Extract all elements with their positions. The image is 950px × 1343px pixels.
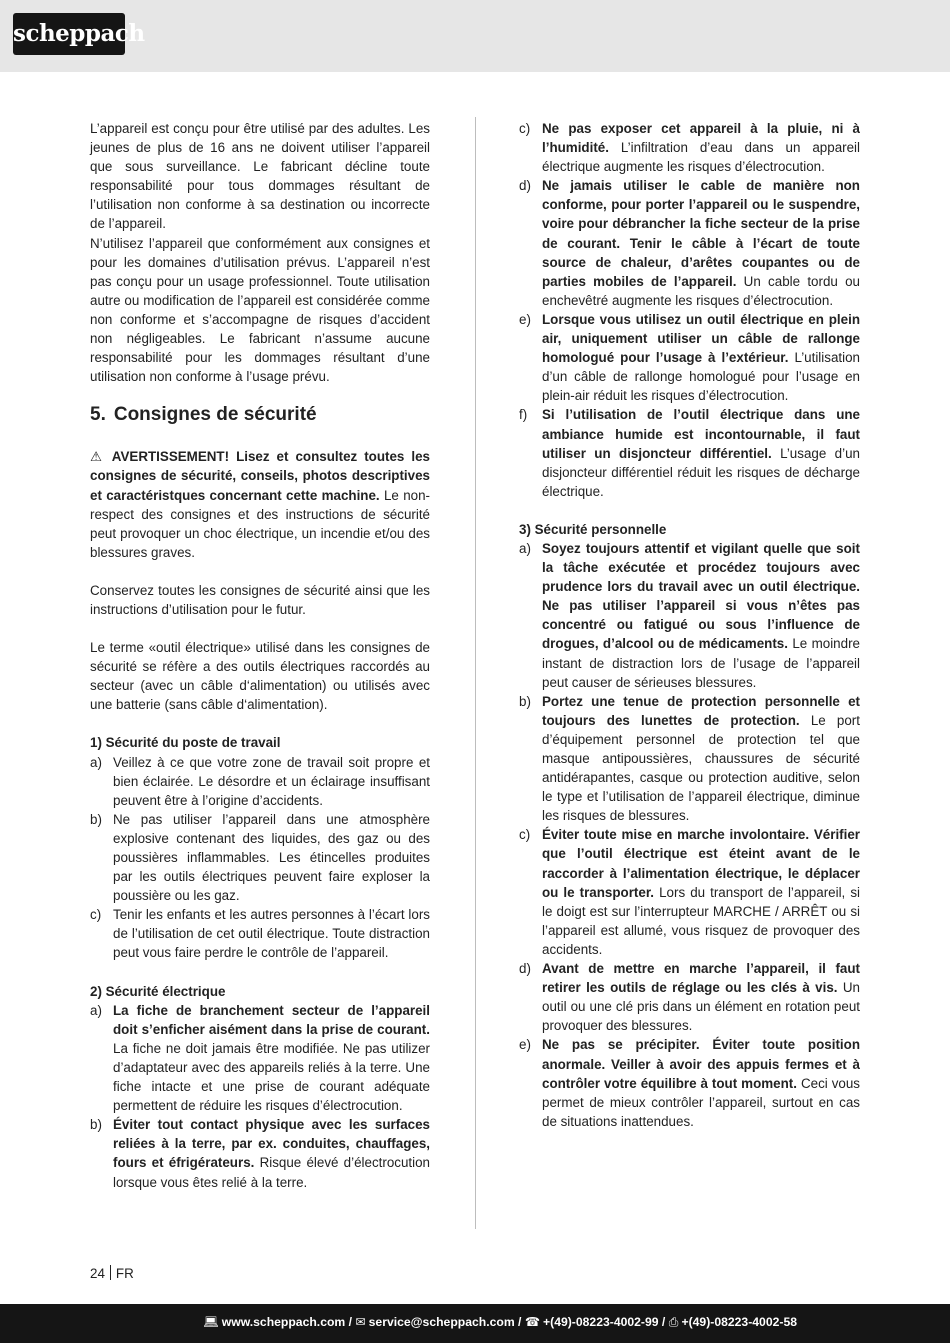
list-item-bold: Soyez toujours attentif et vigilant quelle que soit la tâche exécutée et procédez toujours avec prudence lors du travail avec un outil électrique. Ne pas utiliser l’appareil si vous n’êtes pas concentré ou fatigué ou sous l’influence de drogues, d’alcool ou de médicaments. — [542, 540, 860, 652]
list-item-text — [542, 1035, 860, 1130]
list-item-text — [542, 539, 860, 692]
list-item-label: b) — [519, 693, 531, 709]
email-link[interactable]: service@scheppach.com / — [368, 1315, 522, 1329]
list-item-bold: Ne jamais utiliser le cable de manière non conforme, pour porter l’appareil ou le suspendre, voire pour débrancher la fiche secteur de la prise de courant. Tenir le câble à l’écart de toute source de chaleur, d’arêtes coupantes ou de parties mobiles de l’appareil. — [542, 178, 860, 289]
list-item-label: a) — [519, 540, 531, 556]
email-icon: ✉ — [355, 1315, 366, 1329]
phone-number: +(49)-08223-4002-99 / — [543, 1315, 666, 1329]
list-item-label: a) — [90, 754, 102, 770]
list-item — [519, 825, 860, 959]
left-column — [90, 119, 430, 1192]
list-item — [519, 176, 860, 310]
list-item — [90, 810, 430, 905]
list-item-label: b) — [90, 1117, 102, 1133]
page-number: 24 — [90, 1266, 105, 1281]
fax-icon: ⎙ — [668, 1315, 679, 1329]
list-item-label: f) — [519, 407, 528, 423]
list-item-text — [542, 405, 860, 500]
right-column — [519, 119, 860, 1131]
list-item-bold: Ne pas exposer cet appareil à la pluie, ni à l’humidité. — [542, 121, 860, 156]
list-item-text — [542, 310, 860, 405]
list-item-text: Veillez à ce que votre zone de travail soit propre et bien éclairée. Le désordre et un éclairage insuffisant peuvent être à l’origine d’accidents. — [113, 754, 430, 808]
warning-paragraph — [90, 447, 430, 562]
intro-paragraph-2: N’utilisez l’appareil que conformément aux consignes et pour les domaines d’utilisation prévus. L’appareil n’est pas conçu pour un usage professionnel. Toute utilisation autre ou modification de l’appareil est considérée comme non conforme et s’accompagne de risques d’accident non négligeables. Le fabricant n’assume aucune responsabilité pour les dommages résultant d’une utilisation non conforme à l’usage prévu. — [90, 235, 430, 385]
section-title: Consignes de sécurité — [113, 404, 317, 426]
list-item-text — [542, 825, 860, 959]
list-item-label: d) — [519, 961, 531, 977]
list-item — [519, 539, 860, 692]
list-item — [90, 1115, 430, 1191]
list-item-body: Ceci vous permet de mieux contrôler l’appareil, surtout en cas de situations inattendues. — [542, 1075, 861, 1129]
page-number-separator — [110, 1265, 111, 1280]
list-item-bold: Si l’utilisation de l’outil électrique dans une ambiance humide est incontournable, il faut utiliser un disjoncteur différentiel. — [542, 407, 860, 461]
list-item-label: e) — [519, 311, 531, 327]
list-item-body: Un outil ou une clé pris dans un élément en rotation peut provoquer des blessures. — [542, 980, 860, 1034]
term-definition-paragraph: Le terme «outil électrique» utilisé dans les consignes de sécurité se réfère a des outils électriques raccordés au secteur (avec un câble d‘alimentation) ou utilisés avec une batterie (sans câble d‘alimentation). — [90, 640, 430, 713]
contact-footer-text — [203, 1315, 797, 1330]
intro-paragraph-1: L’appareil est conçu pour être utilisé par des adultes. Les jeunes de plus de 16 ans ne doivent utiliser l’appareil que sous surveillance. Le fabricant décline toute responsabilité pour tous dommages résultant de l’utilisation non conforme à sa destination ou incorrecte de l’appareil. — [90, 121, 430, 232]
list-item-bold: Ne pas se précipiter. Éviter toute position anormale. Veiller à avoir des appuis fermes et à contrôler votre équilibre à tout moment. — [542, 1037, 860, 1091]
list-item-label: a) — [90, 1002, 102, 1018]
website-link[interactable]: www.scheppach.com / — [221, 1315, 353, 1329]
list-item-text — [113, 1115, 430, 1191]
list-item — [519, 119, 860, 176]
list-item-bold: Éviter tout contact physique avec les surfaces reliées à la terre, par ex. conduites, chauffages, fours et éfrigérateurs. — [113, 1117, 430, 1171]
computer-icon: 💻︎ — [203, 1315, 219, 1329]
page-header — [0, 0, 950, 72]
list-item — [519, 405, 860, 500]
list-item-bold: Avant de mettre en marche l’appareil, il faut retirer les outils de réglage ou les clés à vis. — [542, 961, 860, 996]
list-item — [90, 753, 430, 810]
column-divider — [475, 117, 476, 1229]
list-item — [519, 310, 860, 405]
list-item-label: d) — [519, 178, 531, 194]
list-item-label: e) — [519, 1037, 531, 1053]
list-item-body: L’infiltration d’eau dans un appareil électrique augmente les risques d’électrocution. — [542, 140, 860, 175]
list-item-body: La fiche ne doit jamais être modifiée. Ne pas utilizer d’adaptateur avec des appareils reliés à la terre. Une fiche intacte et une prise de courant adéquate permettent de réduire les risques d’électrocution. — [113, 1040, 430, 1114]
list-item-label: b) — [90, 811, 102, 827]
section-number: 5. — [90, 404, 106, 426]
warning-text: Le non-respect des consignes et des instructions de sécurité peut provoquer un choc électrique, un incendie et/ou des blessures graves. — [90, 487, 431, 560]
list-item-body: L’utilisation d’un câble de rallonge homologué pour l’usage en plein-air réduit les risques d’électrocution. — [542, 350, 860, 404]
subsection-title-workplace: 1) Sécurité du poste de travail — [90, 735, 281, 751]
subsection-title-electrical: 2) Sécurité électrique — [90, 983, 226, 999]
list-item-body: Lors du transport de l’appareil, si le doigt est sur l’interrupteur MARCHE / ARRÊT ou si l’appareil est allumé, vous risquez de provoquer des accidents. — [542, 884, 860, 957]
list-item — [519, 1035, 860, 1130]
warning-bold: ⚠ AVERTISSEMENT! Lisez et consultez toutes les consignes de sécurité, conseils, photos descriptives et caractéristques concernant cette machine. — [90, 449, 430, 503]
list-item — [519, 692, 860, 826]
list-item-label: c) — [519, 121, 531, 136]
scheppach-logo: scheppach — [13, 13, 125, 55]
list-item — [90, 1001, 430, 1116]
section-heading — [90, 403, 430, 427]
list-item-text — [542, 176, 860, 310]
list-item-label: c) — [519, 827, 531, 843]
page-number-footer — [90, 1265, 134, 1281]
contact-footer-bar — [0, 1304, 950, 1343]
subsection-title-personal: 3) Sécurité personnelle — [519, 521, 667, 537]
list-item-text: Ne pas utiliser l’appareil dans une atmosphère explosive contenant des liquides, des gaz ou des poussières inflammables. Les étincelles produites par les outils électriques peuvent faire exploser la poussière ou les gaz. — [113, 811, 430, 904]
list-item — [519, 959, 860, 1035]
list-item-text — [542, 119, 860, 176]
list-item-bold: La fiche de branchement secteur de l’appareil doit s’enficher aisément dans la prise de courant. — [113, 1002, 430, 1037]
list-item-body: Risque élevé d’électrocution lorsque vous êtes relié à la terre. — [113, 1155, 431, 1190]
list-item-text — [542, 959, 860, 1035]
list-item-bold: Lorsque vous utilisez un outil électrique en plein air, uniquement utiliser un câble de rallonge homologué pour l’usage à l’extérieur. — [542, 311, 860, 366]
list-item — [90, 905, 430, 962]
list-item-bold: Portez une tenue de protection personnelle et toujours des lunettes de protection. — [542, 693, 860, 728]
fax-number: +(49)-08223-4002-58 — [681, 1315, 797, 1329]
list-item-text — [542, 692, 860, 826]
keep-instructions-paragraph: Conservez toutes les consignes de sécurité ainsi que les instructions d’utilisation pour le futur. — [90, 582, 430, 617]
phone-icon: ☎ — [524, 1315, 541, 1329]
list-item-text — [113, 1001, 430, 1116]
list-item-bold: Éviter toute mise en marche involontaire. Vérifier que l’outil électrique est éteint avant de le raccorder à l’alimentation électrique, le déplacer ou le transporter. — [542, 827, 860, 900]
list-item-body: L’usage d’un disjoncteur différentiel réduit les risques de décharge électrique. — [542, 445, 860, 499]
list-item-body: Le port d’équipement personnel de protection tel que masque antipoussières, chaussures de sécurité antidérapantes, casque ou protection auditive, selon le type et l’utilisation de l’appareil électrique, diminue les risques de blessures. — [542, 712, 860, 824]
list-item-body: Le moindre instant de distraction lors de l’usage de l’appareil peut causer de sérieuses blessures. — [542, 636, 860, 690]
list-item-text: Tenir les enfants et les autres personnes à l’écart lors de l’utilisation de cet outil électrique. Toute distraction peut vous faire perdre le contrôle de l’appareil. — [113, 907, 430, 961]
list-item-label: c) — [90, 907, 102, 923]
list-item-body: Un cable tordu ou enchevêtré augmente les risques d’électrocution. — [542, 273, 860, 308]
language-code: FR — [115, 1266, 134, 1281]
